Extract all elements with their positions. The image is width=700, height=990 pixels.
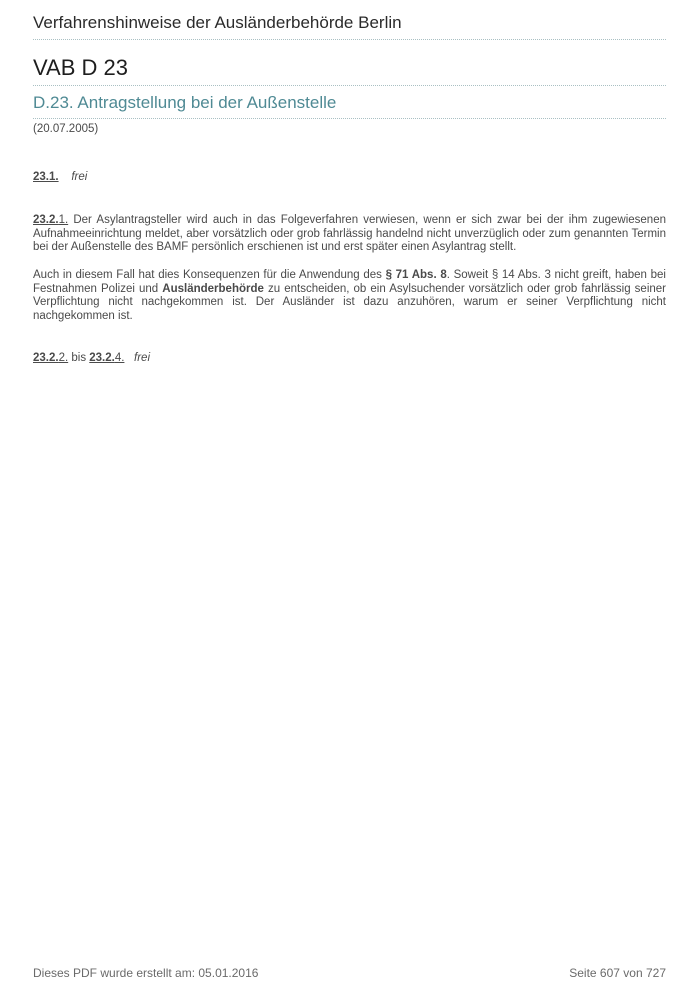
section-23-2-1-paragraph-2 bbox=[33, 269, 666, 323]
paragraph-text: Der Asylantragsteller wird auch in das Folgeverfahren verwiesen, wenn er sich zwar bei der ihm zugewiesenen Aufnahmeeinrichtung meldet, aber vorsätzlich oder grob fahrlässig handelnd nicht unverzüglich oder zum genannten Termin bei der Außenstelle des BAMF persönlich erschienen ist und erst später einen Asylantrag stellt. bbox=[33, 214, 666, 253]
section-number-link[interactable]: 23.2.1. bbox=[33, 214, 69, 226]
document-title: VAB D 23 bbox=[33, 55, 666, 86]
section-text: frei bbox=[134, 352, 151, 364]
footer-page-number: Seite 607 von 727 bbox=[569, 966, 666, 980]
range-connector: bis bbox=[68, 352, 90, 364]
law-reference: § 71 Abs. 8 bbox=[385, 269, 447, 281]
section-number-link[interactable]: 23.2.4. bbox=[89, 352, 125, 364]
section-23-2-1 bbox=[33, 214, 666, 255]
section-23-1 bbox=[33, 171, 666, 185]
section-heading: D.23. Antragstellung bei der Außenstelle bbox=[33, 92, 666, 119]
document-header: Verfahrenshinweise der Ausländerbehörde Berlin bbox=[33, 13, 666, 40]
section-number-link[interactable]: 23.2.2. bbox=[33, 352, 69, 364]
authority-term: Ausländerbehörde bbox=[162, 282, 264, 295]
footer-created-date: Dieses PDF wurde erstellt am: 05.01.2016 bbox=[33, 966, 259, 980]
paragraph-text: . Soweit § 14 Abs. 3 nicht greift, haben bei Festnahmen Polizei und bbox=[33, 269, 666, 295]
document-date: (20.07.2005) bbox=[33, 123, 99, 135]
paragraph-text: zu entscheiden, ob ein Asylsuchender vorsätzlich oder grob fahrlässig seiner Verpflichtung nicht nachgekommen ist. Der Ausländer ist dazu anzuhören, warum er seiner Verpflichtung nicht nachgekommen ist. bbox=[33, 282, 667, 322]
paragraph-text: Auch in diesem Fall hat dies Konsequenzen für die Anwendung des bbox=[33, 269, 386, 281]
section-number-link[interactable]: 23.1. bbox=[33, 171, 59, 183]
section-23-2-2-to-4 bbox=[33, 352, 666, 366]
section-text: frei bbox=[71, 171, 88, 183]
